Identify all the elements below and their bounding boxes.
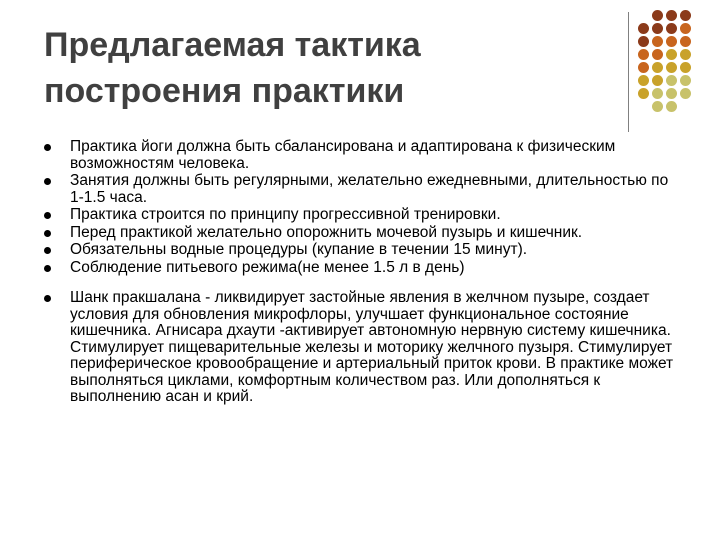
decorative-dot [652,49,663,60]
decorative-dot [652,101,663,112]
decorative-dot [666,88,677,99]
slide-title [44,22,604,114]
decorative-dot [638,49,649,60]
bullet-item [44,225,684,242]
bullet-text: Соблюдение питьевого режима(не менее 1.5 л в день) [70,258,465,276]
bullet-icon [44,144,51,151]
bullet-list [44,139,684,407]
bullet-icon [44,212,51,219]
decorative-dot [638,75,649,86]
bullet-icon [44,265,51,272]
decorative-dot [652,23,663,34]
decorative-dot [652,88,663,99]
bullet-item [44,173,684,206]
decorative-dot [666,75,677,86]
bullet-text: Перед практикой желательно опорожнить мочевой пузырь и кишечник. [70,223,583,241]
bullet-text: Занятия должны быть регулярными, желательно ежедневными, длительностью по 1-1.5 часа. [70,172,669,206]
decorative-dot [680,88,691,99]
decorative-dot [652,10,663,21]
decorative-dot [638,88,649,99]
decorative-dot-grid [638,10,698,110]
decorative-dot [680,49,691,60]
decorative-dot [638,62,649,73]
bullet-item [44,207,684,224]
bullet-icon [44,230,51,237]
bullet-item [44,290,684,406]
decorative-dot [666,36,677,47]
decorative-dot [666,10,677,21]
decorative-dot [680,75,691,86]
decorative-dot [666,101,677,112]
bullet-text: Практика строится по принципу прогрессивной тренировки. [70,206,501,223]
bullet-item [44,260,684,277]
bullet-text: Шанк пракшалана - ликвидирует застойные явления в желчном пузыре, создает условия для обновления микрофлоры, улучшает функциональное состояние кишечника. Агнисара дхаути -активирует автономную нервную систему кишечника. Стимулирует пищеварительные железы и моторику желчного пузыря. Стимулирует периферическое кровообращение и артериальный приток крови. В практике может выполняться циклами, комфортным количеством раз. Или дополняться к выполнению асан и крий. [70,289,674,405]
decorative-divider-line [628,12,629,132]
title-line-1: Предлагаемая тактика [44,26,421,64]
decorative-dot [680,23,691,34]
decorative-dot [666,23,677,34]
bullet-icon [44,295,51,302]
decorative-dot [680,36,691,47]
decorative-dot [638,23,649,34]
title-line-2: построения практики [44,72,405,110]
decorative-dot [638,36,649,47]
decorative-dot [652,75,663,86]
decorative-dot [680,62,691,73]
decorative-dot [666,62,677,73]
bullet-icon [44,178,51,185]
bullet-icon [44,247,51,254]
decorative-dot [666,49,677,60]
bullet-text: Практика йоги должна быть сбалансирована и адаптирована к физическим возможностям человека. [70,138,616,172]
decorative-dot [652,62,663,73]
bullet-item [44,139,684,172]
bullet-item [44,242,684,259]
decorative-dot [680,10,691,21]
decorative-dot [652,36,663,47]
bullet-text: Обязательны водные процедуры (купание в течении 15 минут). [70,241,528,258]
